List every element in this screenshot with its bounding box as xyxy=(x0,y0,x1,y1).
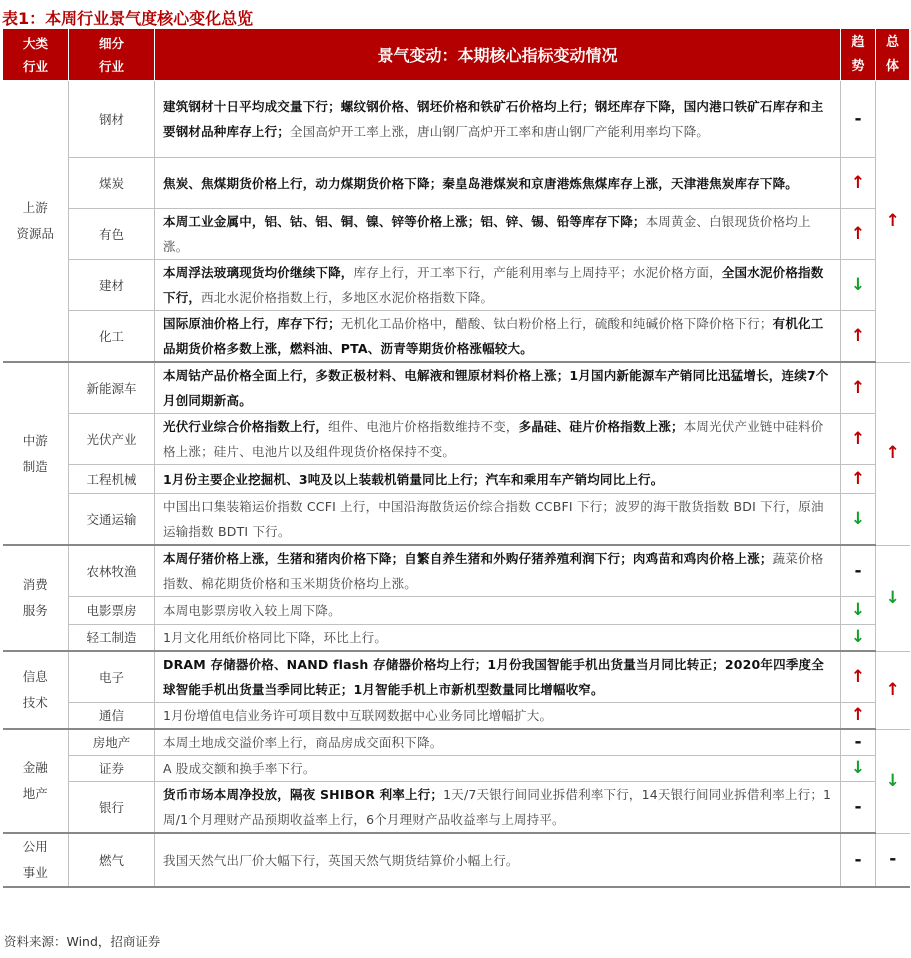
table-body xyxy=(3,81,910,888)
subcategory-cell: 电子 xyxy=(69,651,155,703)
overall-indicator: - xyxy=(876,833,910,887)
table-row xyxy=(3,545,910,597)
header-total: 总 体 xyxy=(876,29,910,81)
description-cell: 本周仔猪价格上涨，生猪和猪肉价格下降；自繁自养生猪和外购仔猪养殖利润下行；肉鸡苗和鸡肉价格上涨；蔬菜价格指数、棉花期货价格和玉米期货价格均上涨。 xyxy=(155,545,841,597)
header-trend: 趋 势 xyxy=(841,29,876,81)
table-row xyxy=(3,625,910,652)
trend-indicator: ↑ xyxy=(841,158,876,209)
overall-indicator: ↑ xyxy=(876,651,910,729)
overall-indicator: ↓ xyxy=(876,545,910,651)
subcategory-cell: 建材 xyxy=(69,260,155,311)
description-cell: 本周钴产品价格全面上行，多数正极材料、电解液和锂原材料价格上涨；1月国内新能源车产销同比迅猛增长，连续7个月创同期新高。 xyxy=(155,362,841,414)
description-cell: 焦炭、焦煤期货价格上行，动力煤期货价格下降；秦皇岛港煤炭和京唐港炼焦煤库存上涨，天津港焦炭库存下降。 xyxy=(155,158,841,209)
trend-indicator: ↓ xyxy=(841,597,876,625)
category-cell: 中游 制造 xyxy=(3,362,69,545)
table-row xyxy=(3,209,910,260)
table-row xyxy=(3,729,910,756)
description-cell: 建筑钢材十日平均成交量下行；螺纹钢价格、钢坯价格和铁矿石价格均上行；钢坯库存下降，国内港口铁矿石库存和主要钢材品种库存上行；全国高炉开工率上涨，唐山钢厂高炉开工率和唐山钢厂产能利用率均下降。 xyxy=(155,81,841,158)
subcategory-cell: 化工 xyxy=(69,311,155,363)
trend-indicator: - xyxy=(841,782,876,834)
table-row xyxy=(3,833,910,887)
category-cell: 消费 服务 xyxy=(3,545,69,651)
header-category: 大类 行业 xyxy=(3,29,69,81)
table-row xyxy=(3,81,910,158)
trend-indicator: ↓ xyxy=(841,625,876,652)
trend-indicator: - xyxy=(841,833,876,887)
overall-indicator: ↓ xyxy=(876,729,910,833)
description-cell: A 股成交额和换手率下行。 xyxy=(155,756,841,782)
category-cell: 公用 事业 xyxy=(3,833,69,887)
trend-indicator: ↓ xyxy=(841,494,876,546)
description-cell: 本周土地成交溢价率上行，商品房成交面积下降。 xyxy=(155,729,841,756)
subcategory-cell: 证券 xyxy=(69,756,155,782)
trend-indicator: ↑ xyxy=(841,311,876,363)
trend-indicator: ↑ xyxy=(841,703,876,730)
trend-indicator: ↑ xyxy=(841,465,876,494)
overall-indicator: ↑ xyxy=(876,362,910,545)
table-row xyxy=(3,260,910,311)
trend-indicator: - xyxy=(841,81,876,158)
subcategory-cell: 新能源车 xyxy=(69,362,155,414)
table-row xyxy=(3,651,910,703)
subcategory-cell: 银行 xyxy=(69,782,155,834)
subcategory-cell: 光伏产业 xyxy=(69,414,155,465)
trend-indicator: - xyxy=(841,545,876,597)
header-subcategory: 细分 行业 xyxy=(69,29,155,81)
description-cell: DRAM 存储器价格、NAND flash 存储器价格均上行；1月份我国智能手机出货量当月同比转正；2020年四季度全球智能手机出货量当季同比转正；1月智能手机上市新机型数量同比增幅收窄。 xyxy=(155,651,841,703)
subcategory-cell: 房地产 xyxy=(69,729,155,756)
trend-indicator: ↑ xyxy=(841,651,876,703)
industry-overview-table xyxy=(2,28,910,888)
header-main: 景气变动：本期核心指标变动情况 xyxy=(155,29,841,81)
description-cell: 国际原油价格上行，库存下行；无机化工品价格中，醋酸、钛白粉价格上行，硫酸和纯碱价格下降价格下行；有机化工品期货价格多数上涨，燃料油、PTA、沥青等期货价格涨幅较大。 xyxy=(155,311,841,363)
description-cell: 1月份增值电信业务许可项目数中互联网数据中心业务同比增幅扩大。 xyxy=(155,703,841,730)
description-cell: 1月份主要企业挖掘机、3吨及以上装载机销量同比上行；汽车和乘用车产销均同比上行。 xyxy=(155,465,841,494)
subcategory-cell: 钢材 xyxy=(69,81,155,158)
table-row xyxy=(3,158,910,209)
table-row xyxy=(3,465,910,494)
table-row xyxy=(3,756,910,782)
subcategory-cell: 煤炭 xyxy=(69,158,155,209)
description-cell: 光伏行业综合价格指数上行，组件、电池片价格指数维持不变，多晶硅、硅片价格指数上涨；本周光伏产业链中硅料价格上涨；硅片、电池片以及组件现货价格保持不变。 xyxy=(155,414,841,465)
subcategory-cell: 通信 xyxy=(69,703,155,730)
table-row xyxy=(3,597,910,625)
table-row xyxy=(3,414,910,465)
table-title: 表1：本周行业景气度核心变化总览 xyxy=(2,9,254,28)
trend-indicator: ↑ xyxy=(841,362,876,414)
category-cell: 上游 资源品 xyxy=(3,81,69,363)
subcategory-cell: 轻工制造 xyxy=(69,625,155,652)
description-cell: 货币市场本周净投放，隔夜 SHIBOR 利率上行；1天/7天银行间同业拆借利率下行，14天银行间同业拆借利率上行；1周/1个月理财产品预期收益率上行，6个月理财产品收益率与上周持平。 xyxy=(155,782,841,834)
table-row xyxy=(3,782,910,834)
table-row xyxy=(3,311,910,363)
trend-indicator: - xyxy=(841,729,876,756)
table-row xyxy=(3,494,910,546)
category-cell: 信息 技术 xyxy=(3,651,69,729)
subcategory-cell: 工程机械 xyxy=(69,465,155,494)
overall-indicator: ↑ xyxy=(876,81,910,363)
subcategory-cell: 交通运输 xyxy=(69,494,155,546)
trend-indicator: ↓ xyxy=(841,260,876,311)
subcategory-cell: 电影票房 xyxy=(69,597,155,625)
subcategory-cell: 燃气 xyxy=(69,833,155,887)
subcategory-cell: 有色 xyxy=(69,209,155,260)
trend-indicator: ↓ xyxy=(841,756,876,782)
description-cell: 本周浮法玻璃现货均价继续下降，库存上行，开工率下行，产能利用率与上周持平；水泥价格方面，全国水泥价格指数下行，西北水泥价格指数上行，多地区水泥价格指数下降。 xyxy=(155,260,841,311)
description-cell: 本周工业金属中，铝、钴、铝、铜、镍、锌等价格上涨；铝、锌、锡、铅等库存下降；本周黄金、白银现货价格均上涨。 xyxy=(155,209,841,260)
description-cell: 本周电影票房收入较上周下降。 xyxy=(155,597,841,625)
trend-indicator: ↑ xyxy=(841,414,876,465)
description-cell: 1月文化用纸价格同比下降，环比上行。 xyxy=(155,625,841,652)
source-note: 资料来源：Wind，招商证券 xyxy=(4,934,161,949)
description-cell: 中国出口集装箱运价指数 CCFI 上行，中国沿海散货运价综合指数 CCBFI 下行；波罗的海干散货指数 BDI 下行，原油运输指数 BDTI 下行。 xyxy=(155,494,841,546)
table-row xyxy=(3,362,910,414)
trend-indicator: ↑ xyxy=(841,209,876,260)
subcategory-cell: 农林牧渔 xyxy=(69,545,155,597)
description-cell: 我国天然气出厂价大幅下行，英国天然气期货结算价小幅上行。 xyxy=(155,833,841,887)
category-cell: 金融 地产 xyxy=(3,729,69,833)
table-row xyxy=(3,703,910,730)
